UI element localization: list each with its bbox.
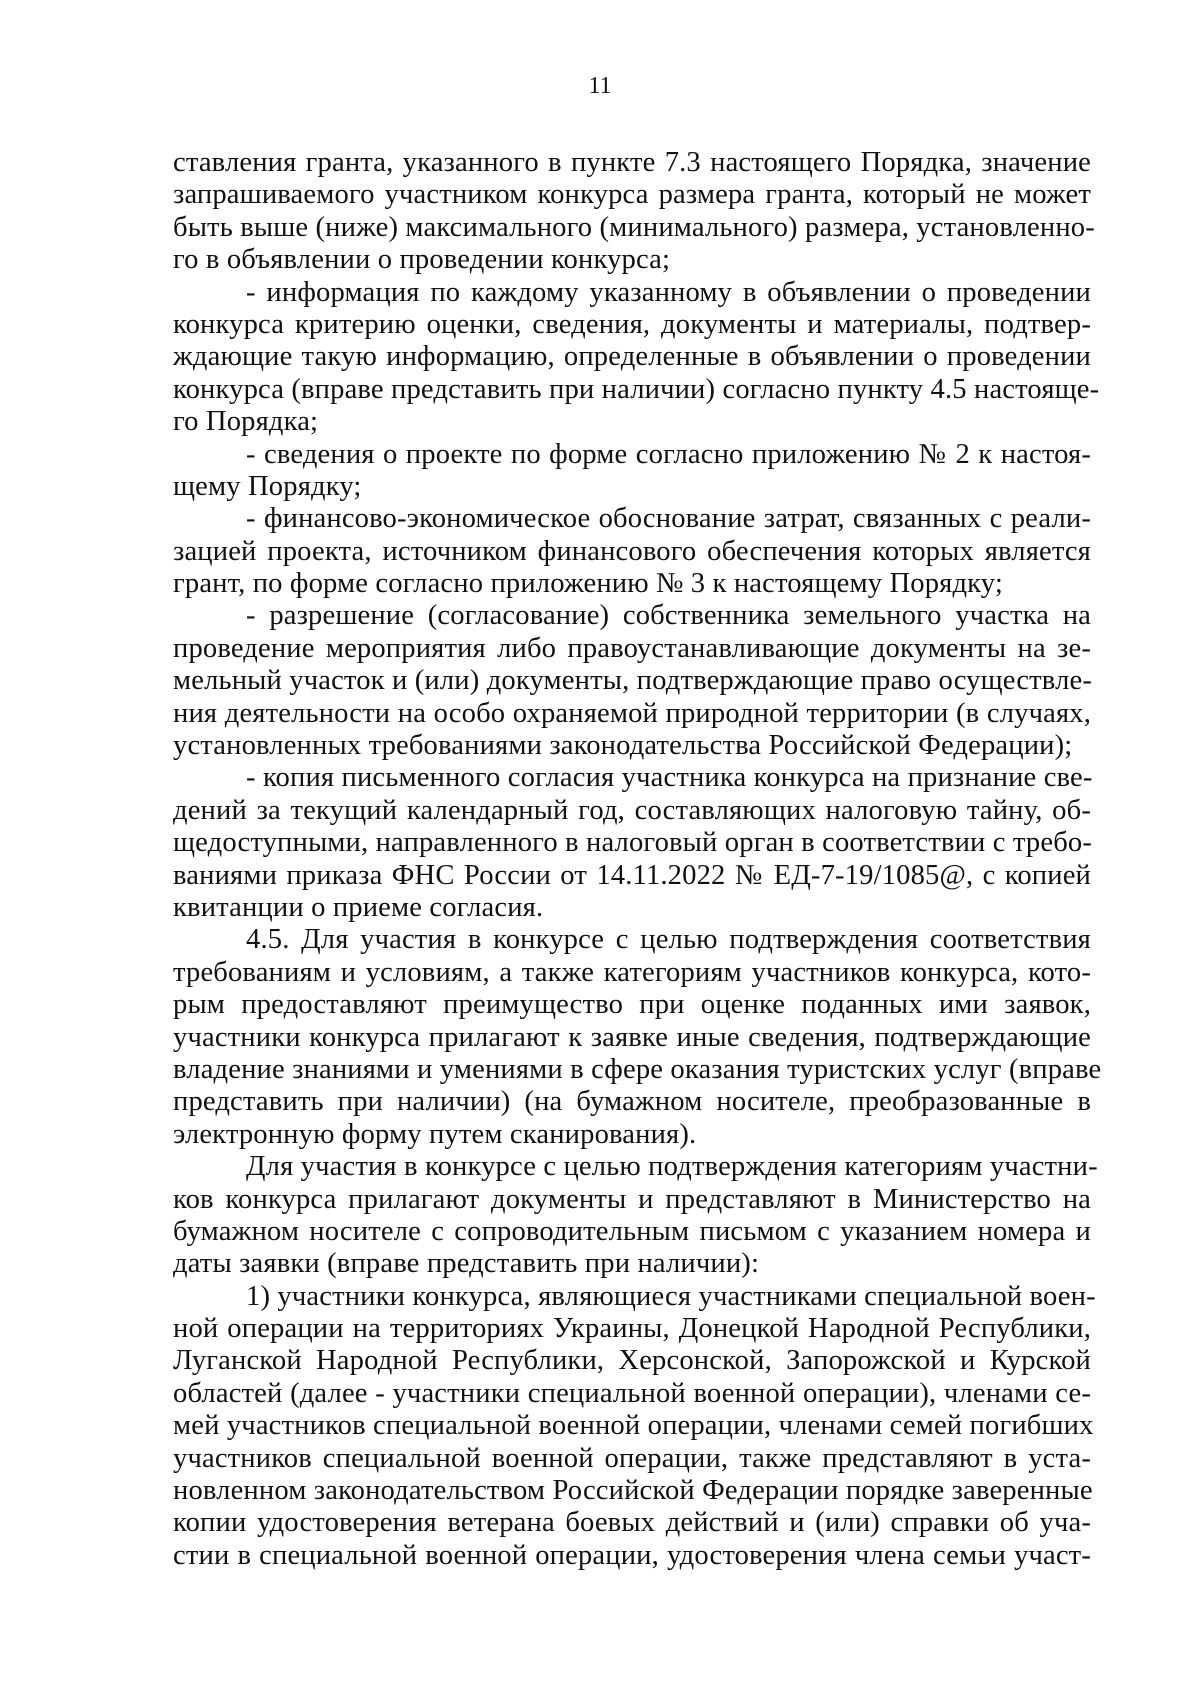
text-line: областей (далее - участники специальной военной операции), членами се- xyxy=(173,1377,1091,1409)
text-line: 1) участники конкурса, являющиеся участниками специальной воен- xyxy=(246,1280,1096,1312)
text-line: дений за текущий календарный год, составляющих налоговую тайну, об- xyxy=(173,794,1091,826)
text-line: ваниями приказа ФНС России от 14.11.2022 № ЕД-7-19/1085@, с копией xyxy=(173,859,1091,891)
text-line: проведение мероприятия либо правоустанавливающие документы на зе- xyxy=(173,632,1091,664)
text-line: владение знаниями и умениями в сфере оказания туристских услуг (вправе xyxy=(173,1053,1102,1085)
text-line: участники конкурса прилагают к заявке иные сведения, подтверждающие xyxy=(173,1021,1091,1053)
text-line: го в объявлении о проведении конкурса; xyxy=(173,244,671,276)
text-line: установленных требованиями законодательства Российской Федерации); xyxy=(173,730,1073,762)
text-line: ной операции на территориях Украины, Донецкой Народной Республики, xyxy=(173,1313,1091,1345)
text-line: ставления гранта, указанного в пункте 7.3 настоящего Порядка, значение xyxy=(173,147,1091,178)
text-line: рым предоставляют преимущество при оценке поданных ими заявок, xyxy=(173,989,1091,1021)
text-line: мей участников специальной военной операции, членами семей погибших xyxy=(173,1410,1094,1442)
text-line: - финансово-экономическое обоснование затрат, связанных с реали- xyxy=(246,503,1091,535)
text-line: 4.5. Для участия в конкурсе с целью подтверждения соответствия xyxy=(246,924,1091,956)
text-line: щему Порядку; xyxy=(173,470,362,502)
text-line: ждающие такую информацию, определенные в объявлении о проведении xyxy=(173,341,1091,373)
text-line: быть выше (ниже) максимального (минимального) размера, установленно- xyxy=(173,211,1095,243)
text-line: зацией проекта, источником финансового обеспечения которых является xyxy=(173,535,1091,567)
text-line: конкурса (вправе представить при наличии) согласно пункту 4.5 настояще- xyxy=(173,373,1100,405)
text-line: конкурса критерию оценки, сведения, документы и материалы, подтвер- xyxy=(173,308,1091,340)
text-line: Луганской Народной Республики, Херсонской, Запорожской и Курской xyxy=(173,1345,1091,1377)
text-line: го Порядка; xyxy=(173,406,319,438)
text-line: - сведения о проекте по форме согласно приложению № 2 к настоя- xyxy=(246,438,1091,470)
text-line: запрашиваемого участником конкурса размера гранта, который не может xyxy=(173,179,1091,211)
text-line: представить при наличии) (на бумажном носителе, преобразованные в xyxy=(173,1086,1091,1118)
text-line: квитанции о приеме согласия. xyxy=(173,891,544,923)
text-line: щедоступными, направленного в налоговый орган в соответствии с требо- xyxy=(173,827,1093,859)
text-line: участников специальной военной операции, также представляют в уста- xyxy=(173,1442,1091,1474)
text-line: ков конкурса прилагают документы и представляют в Министерство на xyxy=(173,1183,1091,1215)
text-line: требованиям и условиям, а также категориям участников конкурса, кото- xyxy=(173,956,1091,988)
text-line: ния деятельности на особо охраняемой природной территории (в случаях, xyxy=(173,697,1091,729)
text-line: Для участия в конкурсе с целью подтверждения категориям участни- xyxy=(246,1151,1098,1183)
text-line: грант, по форме согласно приложению № 3 к настоящему Порядку; xyxy=(173,568,1003,600)
text-line: мельный участок и (или) документы, подтверждающие право осуществле- xyxy=(173,665,1093,697)
text-line: даты заявки (вправе представить при наличии): xyxy=(173,1248,760,1280)
text-line: бумажном носителе с сопроводительным письмом с указанием номера и xyxy=(173,1215,1091,1247)
text-line: - информация по каждому указанному в объявлении о проведении xyxy=(246,276,1091,308)
text-line: новленном законодательством Российской Федерации порядке заверенные xyxy=(173,1475,1093,1507)
page-number: 11 xyxy=(588,73,612,99)
text-line: электронную форму путем сканирования). xyxy=(173,1118,697,1150)
text-line: стии в специальной военной операции, удостоверения члена семьи участ- xyxy=(173,1539,1091,1571)
text-line: копии удостоверения ветерана боевых действий и (или) справки об уча- xyxy=(173,1507,1091,1539)
text-line: - копия письменного согласия участника конкурса на признание све- xyxy=(246,762,1093,794)
text-line: - разрешение (согласование) собственника земельного участка на xyxy=(246,600,1091,632)
document-body xyxy=(173,147,1102,1572)
